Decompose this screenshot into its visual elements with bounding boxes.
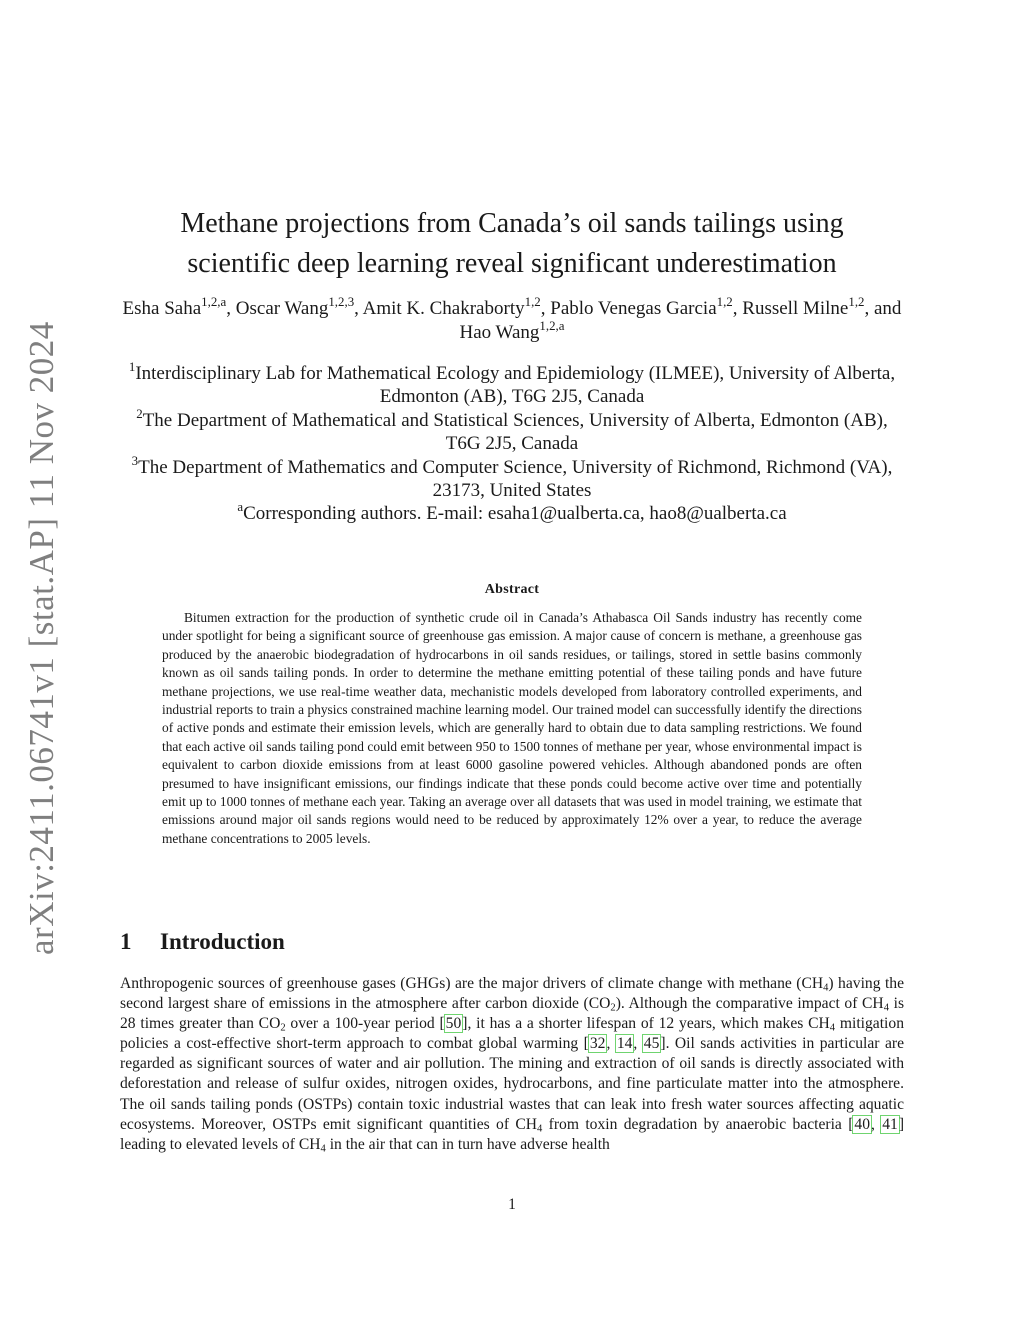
abstract-heading: Abstract <box>484 582 540 597</box>
author-name: Amit K. Chakraborty <box>362 298 525 319</box>
bracket: ] <box>462 1015 468 1033</box>
section-number: 1 <box>120 929 132 954</box>
author-conjunction: and <box>874 298 902 319</box>
intro-text: ) having the second largest share of emissions in the atmosphere after carbon dioxide (CO <box>120 975 904 1013</box>
author-affiliation-marks: 1,2 <box>524 294 541 309</box>
affiliation <box>120 359 904 409</box>
author-affiliation-marks: 1,2,a <box>539 318 565 333</box>
separator: , <box>606 1035 616 1053</box>
bracket: [ <box>848 1115 854 1133</box>
affiliation <box>120 452 904 503</box>
intro-text: ). Although the comparative impact of CH <box>615 995 884 1013</box>
citation-link[interactable]: 40 <box>854 1115 870 1133</box>
citation-link[interactable]: 45 <box>643 1035 660 1053</box>
author-name: Esha Saha <box>122 298 202 319</box>
author-affiliation-marks: 1,2 <box>848 294 865 309</box>
affiliation-text: Interdisciplinary Lab for Mathematical Ecology and Epidemiology (ILMEE), University of Alberta, Edmonton (AB), T6G 2J5, Canada <box>135 363 896 408</box>
affiliation <box>120 405 904 456</box>
subscript: 2 <box>610 1002 616 1014</box>
author-name: Hao Wang <box>459 322 540 343</box>
intro-text: in the air that can in turn have adverse health <box>325 1135 610 1153</box>
subscript: 4 <box>829 1022 836 1034</box>
subscript: 4 <box>883 1002 889 1014</box>
title-line-1: Methane projections from Canada’s oil sands tailings using <box>180 208 844 239</box>
author-name: Russell Milne <box>742 298 849 319</box>
affiliation-mark: 1 <box>128 359 136 374</box>
author-name: Oscar Wang <box>235 298 329 319</box>
author-affiliation-marks: 1,2,a <box>201 294 227 309</box>
affiliation-mark: 3 <box>131 452 139 468</box>
separator: , <box>870 1115 882 1133</box>
citation-link[interactable]: 50 <box>445 1015 462 1033</box>
intro-text: . Oil sands activities in particular are regarded as significant sources of water and air pollution. The mining and extraction of oil sands is directly associated with deforestation and release of sulfur oxides, nitrogen oxides, hydrocarbons, and fine particulate matter into the atmosphere. The oil sands tailing ponds (OSTPs) contain toxic industrial wastes that can leak into fresh water sources affecting aquatic ecosystems. Moreover, OSTPs emit significant quantities of CH <box>120 1035 904 1133</box>
subscript: 4 <box>320 1143 326 1155</box>
citation-link[interactable]: 32 <box>589 1035 606 1053</box>
intro-text: Anthropogenic sources of greenhouse gases (GHGs) are the major drivers of climate change with methane (CH <box>120 975 824 992</box>
author-name: Pablo Venegas Garcia <box>550 298 717 319</box>
intro-text: , it has a a shorter lifespan of 12 years, which makes CH <box>467 1015 830 1033</box>
paper-title <box>120 204 904 284</box>
intro-text: leading to elevated levels of CH <box>120 1135 321 1153</box>
affiliation-text: The Department of Mathematical and Statistical Sciences, University of Alberta, Edmonton (AB), T6G 2J5, Canada <box>142 409 888 455</box>
affiliation-text: Corresponding authors. E-mail: esaha1@ualberta.ca, hao8@ualberta.ca <box>243 503 787 525</box>
affiliations <box>120 359 904 526</box>
section-title: Introduction <box>160 929 285 954</box>
author-affiliation-marks: 1,2 <box>716 294 733 309</box>
bracket: ] <box>660 1035 666 1053</box>
subscript: 4 <box>823 982 829 994</box>
author-list: Esha Saha$^{1,2,a}$, Oscar Wang$^{1,2,3}$, Amit K. Chakraborty$^{1,2}$, Pablo Venegas Garcia$^{1,2}$, Russell Milne$^{1,2}$, and Hao Wang$^{1,2,a}$ <box>122 294 902 343</box>
arxiv-identifier-stamp: arXiv:2411.06741v1 [stat.AP] 11 Nov 2024 <box>22 321 61 955</box>
page-number: 1 <box>508 1196 516 1213</box>
intro-text: mitigation policies a cost-effective short-term approach to combat global warming <box>120 1015 904 1053</box>
citation-link[interactable]: 14 <box>616 1035 633 1053</box>
intro-text: from toxin degradation by anaerobic bacteria <box>542 1115 849 1133</box>
bracket: [ <box>583 1035 589 1053</box>
author-affiliation-marks: 1,2,3 <box>328 294 355 309</box>
corresponding-authors <box>120 499 904 525</box>
separator: , <box>633 1035 643 1053</box>
subscript: 4 <box>537 1123 543 1135</box>
abstract-body: Bitumen extraction for the production of synthetic crude oil in Canada’s Athabasca Oil Sands industry has recently come under spotlight for being a significant source of greenhouse gas emission. A major cause of concern is methane, a greenhouse gas produced by the anaerobic biodegradation of hydrocarbons in oil sands residues, or tailings, stored in settle basins commonly known as oil sands tailing ponds. In order to determine the methane emitting potential of these tailing ponds and have future methane projections, we use real-time weather data, mechanistic models developed from laboratory controlled experiments, and industrial reports to train a physics constrained machine learning model. Our trained model can successfully identify the directions of active ponds and estimate their emission levels, which are generally hard to obtain due to data sampling restrictions. We found that each active oil sands tailing pond could emit between 950 to 1500 tonnes of methane per year, whose environmental impact is equivalent to carbon dioxide emissions from at least 6000 gasoline powered vehicles. Although abandoned ponds are often presumed to have insignificant emissions, our findings indicate that these ponds could become active over time and potentially emit up to 1000 tonnes of methane each year. Taking an average over all datasets that was used in model training, we estimate that emissions around major oil sands regions would need to be reduced by approximately 12% over a year, to reduce the average methane concentrations to 2005 levels. <box>162 610 862 846</box>
introduction-paragraph <box>120 974 904 1155</box>
section-heading <box>120 929 285 955</box>
affiliation-mark: a <box>237 499 244 515</box>
affiliation-text: The Department of Mathematics and Computer Science, University of Richmond, Richmond (VA), 23173, United States <box>138 456 893 502</box>
citation-link[interactable]: 41 <box>882 1115 898 1133</box>
subscript: 2 <box>280 1022 286 1034</box>
intro-text: is 28 times greater than CO <box>120 995 905 1033</box>
bracket: ] <box>898 1115 905 1133</box>
affiliation-mark: 2 <box>136 405 143 421</box>
intro-text: over a 100-year period <box>285 1015 440 1033</box>
title-line-2: scientific deep learning reveal significant underestimation <box>187 248 837 279</box>
bracket: [ <box>439 1015 445 1033</box>
